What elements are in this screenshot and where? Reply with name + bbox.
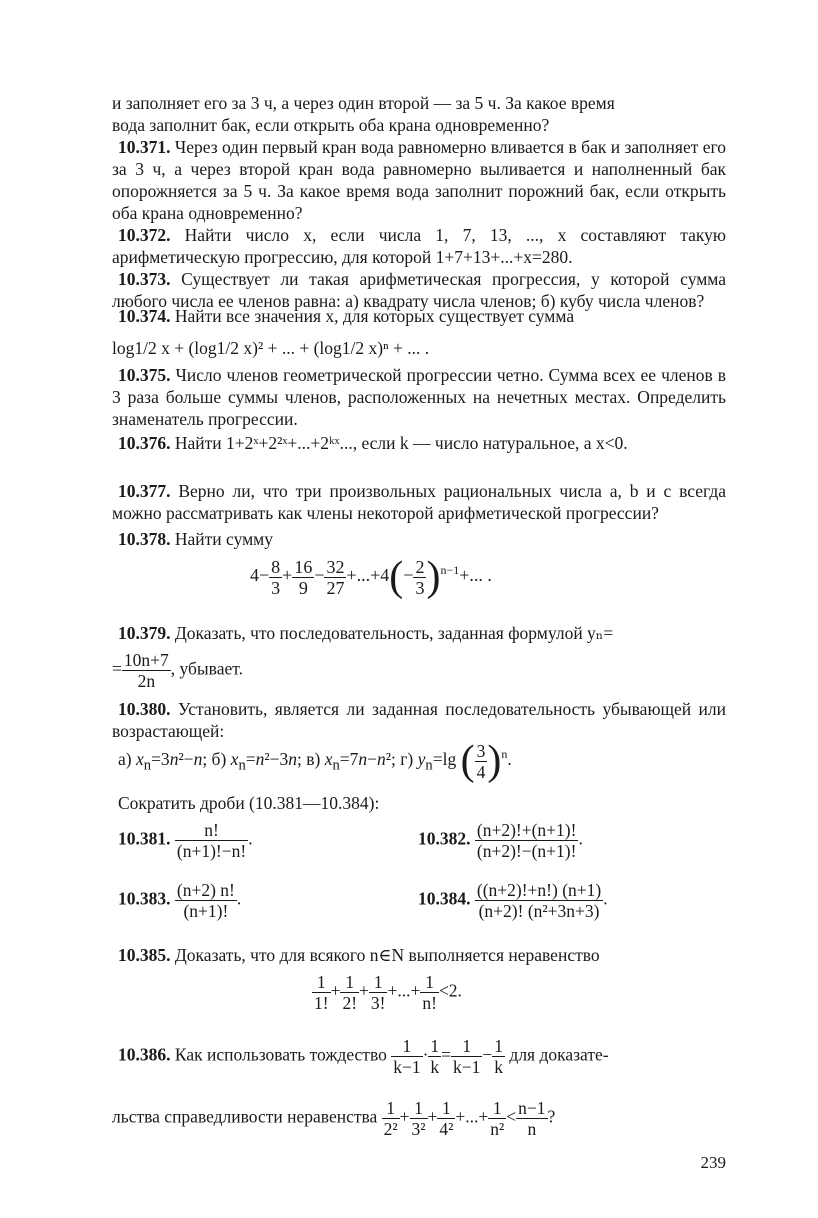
problem-text: Найти все значения x, для которых существует сумма	[174, 306, 575, 326]
problem-10-374	[112, 305, 726, 359]
problem-text: Доказать, что последовательность, заданная формулой yₙ=	[174, 623, 614, 643]
problem-10-384: 10.384. $\frac{((n+2)!+n!) (n+1)}{\text{(n+2)! (n²+3n+3)}}$ .	[418, 880, 608, 921]
problem-text: Число членов геометрической прогрессии четно. Сумма всех ее членов в 3 раза больше суммы членов, расположенных на нечетных местах. Определить знаменатель прогрессии.	[112, 365, 727, 429]
problem-10-385	[112, 944, 726, 966]
paragraph-continuation	[112, 92, 726, 136]
problem-10-386: 10.386. Как использовать тождество $\frac{1}{k-1}$ · $\frac{1}{k}$ = $\frac{1}{k-1}$ − $\frac{1}{k}$ для доказате-	[118, 1036, 609, 1077]
problem-10-383: 10.383. $\frac{(n+2) n!}{(n+1)!}$ .	[118, 880, 242, 921]
problem-10-371	[112, 136, 726, 224]
problem-10-375	[112, 364, 726, 430]
problem-text: Через один первый кран вода равномерно вливается в бак и заполняет его за 3 ч, а через второй кран вода равномерно выливается и наполненный бак опорожняется за 5 ч. За какое время вода заполнит порожний бак, если открыть оба крана одновременно?	[112, 137, 727, 223]
problem-10-386-cont: льства справедливости неравенства $\frac{1}{\text{2²}}$ + $\frac{1}{\text{3²}}$ + $\frac{1}{\text{4²}}$ +...+ $\frac{1}{\text{n²}}$ < $\frac{n-1}{n}$ ?	[112, 1098, 556, 1139]
problem-text: Найти число x, если числа 1, 7, 13, ..., x составляют такую арифметическую прогрессию, для которой 1+7+13+...+x=280.	[112, 225, 726, 267]
problem-number: 10.385.	[118, 945, 171, 965]
problem-text: Доказать, что для всякого n∈N выполняется неравенство	[174, 945, 600, 965]
problem-number: 10.372.	[118, 225, 171, 245]
problem-text: Верно ли, что три произвольных рациональных числа a, b и c всегда можно рассматривать как члены некоторой арифметической прогрессии?	[112, 481, 727, 523]
problem-text: Существует ли такая арифметическая прогрессия, у которой сумма любого числа ее членов равна: а) квадрату числа членов; б) кубу числа членов?	[112, 269, 727, 311]
problem-number: 10.376.	[118, 433, 171, 453]
problem-number: 10.371.	[118, 137, 171, 157]
problem-number: 10.380.	[118, 699, 171, 719]
problem-10-378	[112, 528, 726, 550]
problem-10-379	[112, 622, 726, 644]
problem-10-381: 10.381. $\frac{n!}{(n+1)!-n!}$ .	[118, 820, 253, 861]
problem-number: 10.374.	[118, 306, 171, 326]
problem-number: 10.373.	[118, 269, 171, 289]
line-1: и заполняет его за 3 ч, а через один второй — за 5 ч. За какое время	[112, 93, 615, 113]
problem-number: 10.375.	[118, 365, 171, 385]
problem-text: Установить, является ли заданная последовательность убывающей или возрастающей:	[112, 699, 727, 741]
problem-text: Найти сумму	[174, 529, 273, 549]
problem-number: 10.377.	[118, 481, 171, 501]
problem-text: Найти 1+2ˣ+2²ˣ+...+2ᵏˣ..., если k — число натуральное, а x<0.	[174, 433, 628, 453]
problem-10-376	[112, 432, 726, 454]
problem-number: 10.378.	[118, 529, 171, 549]
problem-10-382: 10.382. $\frac{(n+2)!+(n+1)!}{(n+2)!-(n+1)!}$ .	[418, 820, 583, 861]
page-number: 239	[700, 1153, 726, 1172]
line-2: вода заполнит бак, если открыть оба крана одновременно?	[112, 115, 550, 135]
section-heading: Сократить дроби (10.381—10.384):	[118, 793, 380, 813]
problem-10-377	[112, 480, 726, 524]
formula-374: log1/2 x + (log1/2 x)² + ... + (log1/2 x)ⁿ + ... .	[112, 338, 430, 358]
problem-10-380	[112, 698, 726, 742]
formula-378: 4− $\frac{8}{3}$ + $\frac{16}{9}$ − $\frac{32}{27}$ +...+4(− $\frac{2}{3}$ )$^{n-1}$+... .	[250, 554, 492, 600]
problem-number: 10.379.	[118, 623, 171, 643]
formula-385: $\frac{1}{1!}$ + $\frac{1}{2!}$ + $\frac{1}{3!}$ +...+ $\frac{1}{n!}$ <2.	[314, 972, 462, 1013]
formula-379: = $\frac{10n+7}{2n}$ , убывает.	[112, 650, 243, 691]
problem-10-372	[112, 224, 726, 268]
formula-380: а) $x_n=3n^2-n$; б) $x_n=n^2-3n$; в) $x_n=7n-n^2$; г) $y_n=\lg$ ( $\frac{3}{4}$ )$^n$.	[118, 738, 512, 784]
